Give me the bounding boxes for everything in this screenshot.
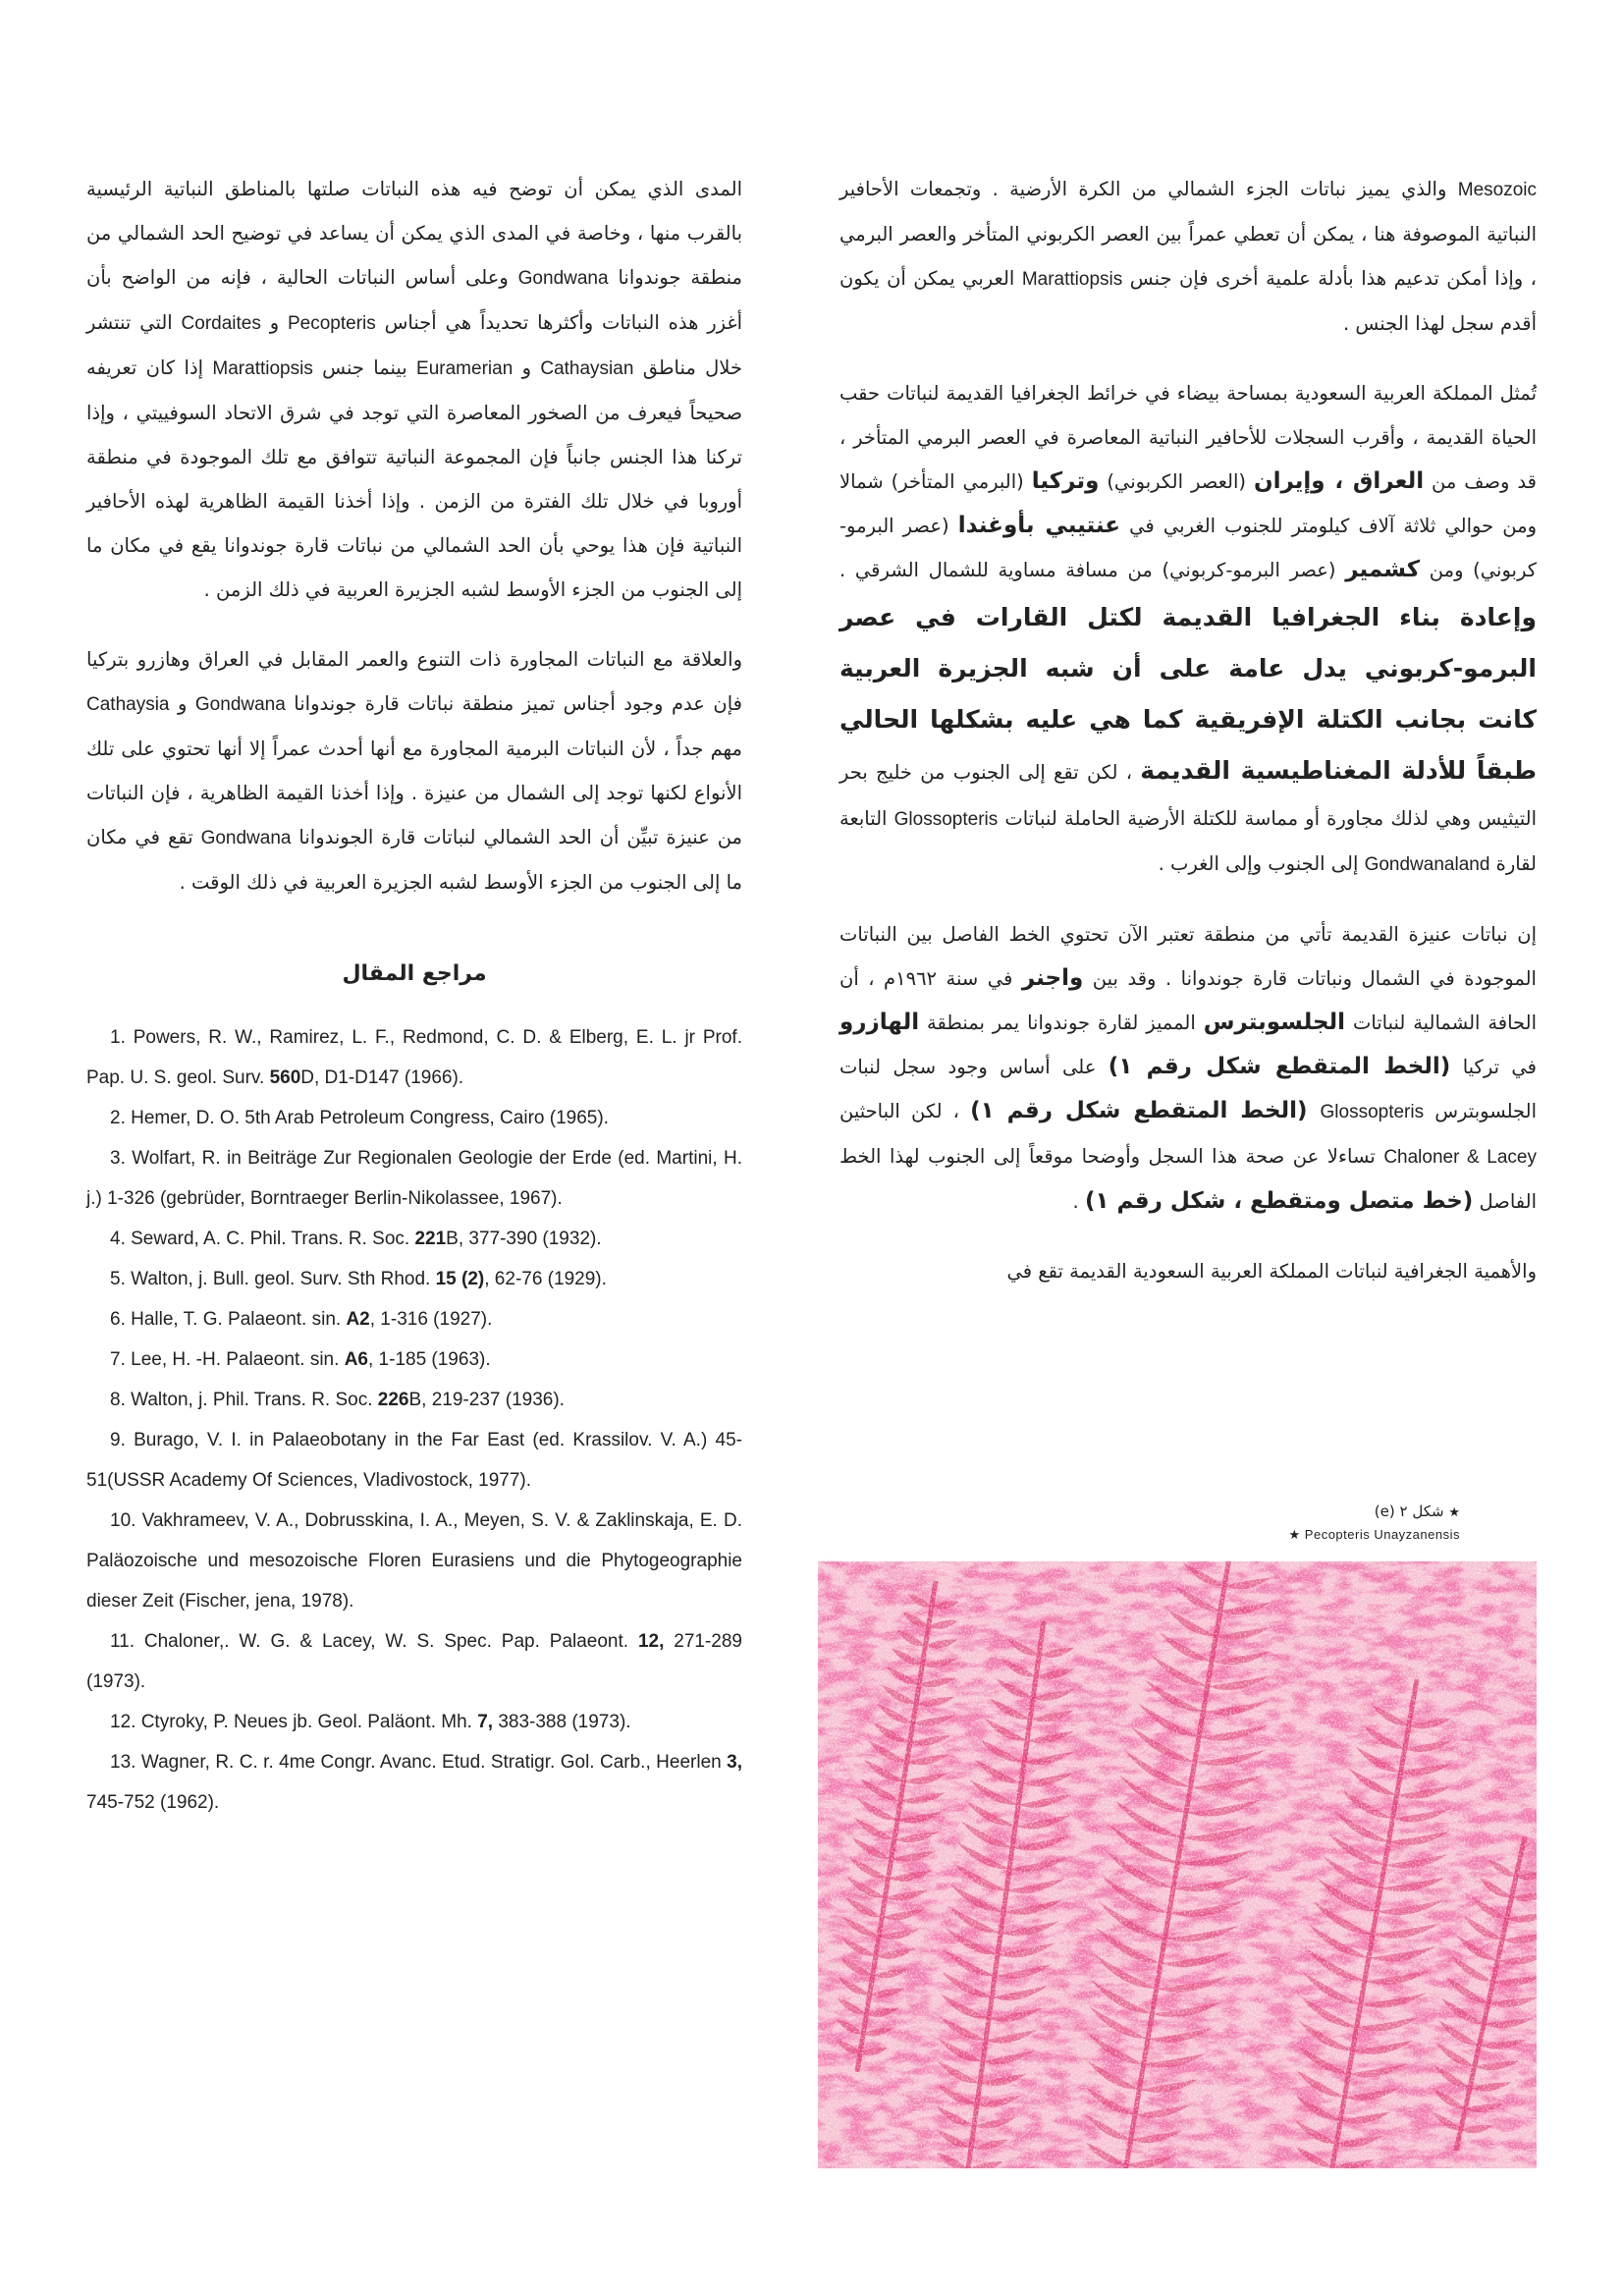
reference-item: 1. Powers, R. W., Ramirez, L. F., Redmond, C. D. & Elberg, E. L. jr Prof. Pap. U. S. geol. Surv. 560D, D1-D147 (1966).: [86, 1027, 742, 1088]
fossil-photo: [818, 1561, 1537, 2168]
right-paragraph-1: Mesozoic والذي يميز نباتات الجزء الشمالي من الكرة الأرضية . وتجمعات الأحافير النباتية الموصوفة هنا ، يمكن أن تعطي عمراً بين العصر الكربوني المتأخر والعصر البرمي ، وإذا أمكن تدعيم هذا بأدلة علمية أخرى فإن جنس Marattiopsis العربي يمكن أن يكون أقدم سجل لهذا الجنس .: [839, 178, 1537, 335]
reference-item: 12. Ctyroky, P. Neues jb. Geol. Paläont. Mh. 7, 383-388 (1973).: [110, 1712, 631, 1732]
reference-item: 2. Hemer, D. O. 5th Arab Petroleum Congress, Cairo (1965).: [110, 1108, 609, 1128]
star-icon: ★: [1288, 1527, 1301, 1542]
figure-caption-latin: ★ Pecopteris Unayzanensis: [1288, 1527, 1460, 1542]
reference-item: 9. Burago, V. I. in Palaeobotany in the Far East (ed. Krassilov. V. A.) 45-51(USSR Academy Of Sciences, Vladivostock, 1977).: [86, 1430, 742, 1491]
rock-speckle: [818, 1561, 1537, 2168]
left-paragraph-1: المدى الذي يمكن أن توضح فيه هذه النباتات صلتها بالمناطق النباتية الرئيسية بالقرب منها ، وخاصة في المدى الذي يمكن أن يساعد في توضيح الحد الشمالي من منطقة جوندوانا Gondwana وعلى أساس النباتات الحالية ، فإنه من الواضح بأن أغزر هذه النباتات وأكثرها تحديداً هي أجناس Pecopteris و Cordaites التي تنتشر خلال مناطق Cathaysian و Euramerian بينما جنس Marattiopsis إذا كان تعريفه صحيحاً فيعرف من الصخور المعاصرة التي توجد في شرق الاتحاد السوفييتي ، وإذا تركنا هذا الجنس جانباً فإن المجموعة النباتية تتوافق مع تلك الموجودة في منطقة أوروبا في خلال تلك الفترة من الزمن . وإذا أخذنا القيمة الظاهرية لهذه الأحافير النباتية فإن هذا يوحي بأن الحد الشمالي من نباتات قارة جوندوانا يقع في مكان ما إلى الجنوب من الجزء الأوسط لشبه الجزيرة العربية في ذلك الزمن .: [86, 178, 742, 601]
references-heading: مراجع المقال: [342, 961, 487, 986]
figure-caption: [1224, 1501, 1460, 1546]
reference-item: 13. Wagner, R. C. r. 4me Congr. Avanc. Etud. Stratigr. Gol. Carb., Heerlen 3, 745-752 (1962).: [86, 1752, 742, 1813]
reference-item: 4. Seward, A. C. Phil. Trans. R. Soc. 221B, 377-390 (1932).: [110, 1229, 602, 1249]
reference-item: 3. Wolfart, R. in Beiträge Zur Regionalen Geologie der Erde (ed. Martini, H. j.) 1-326 (gebrüder, Borntraeger Berlin-Nikolassee, 1967).: [86, 1148, 742, 1209]
right-column: [839, 167, 1537, 1319]
reference-item: 8. Walton, j. Phil. Trans. R. Soc. 226B, 219-237 (1936).: [110, 1390, 565, 1410]
left-column: [86, 167, 742, 1823]
figure-caption-arabic: ★ شكل ٢ (e): [1374, 1503, 1460, 1520]
reference-item: 6. Halle, T. G. Palaeont. sin. A2, 1-316 (1927).: [110, 1309, 493, 1330]
star-icon: ★: [1448, 1505, 1460, 1520]
reference-item: 11. Chaloner,. W. G. & Lacey, W. S. Spec. Pap. Palaeont. 12, 271-289 (1973).: [86, 1631, 742, 1692]
right-paragraph-3: إن نباتات عنيزة القديمة تأتي من منطقة تعتبر الآن تحتوي الخط الفاصل بين النباتات الموجودة في الشمال ونباتات قارة جوندوانا . وقد بين واجنر في سنة ١٩٦٢م ، أن الحافة الشمالية لنباتات الجلسوبترس المميز لقارة جوندوانا يمر بمنطقة الهازرو في تركيا (الخط المتقطع شكل رقم ١) على أساس وجود سجل لنبات الجلسوبترس Glossopteris (الخط المتقطع شكل رقم ١) ، لكن الباحثين Chaloner & Lacey تساءلا عن صحة هذا السجل وأوضحا موقعاً إلى الجنوب لهذا الخط الفاصل (خط متصل ومتقطع ، شكل رقم ١) .: [839, 923, 1538, 1214]
references-list: [86, 1017, 742, 1823]
reference-item: 5. Walton, j. Bull. geol. Surv. Sth Rhod. 15 (2), 62-76 (1929).: [110, 1269, 607, 1289]
right-paragraph-4: والأهمية الجغرافية لنباتات المملكة العربية السعودية القديمة تقع في: [1006, 1260, 1537, 1283]
pecopteris-fossil-image: [818, 1561, 1537, 2168]
right-paragraph-2: تُمثل المملكة العربية السعودية بمساحة بيضاء في خرائط الجغرافيا القديمة لنباتات حقب الحياة القديمة ، وأقرب السجلات للأحافير النباتية المعاصرة في العصر البرمي المتأخر ، قد وصف من العراق ، وإيران (العصر الكربوني) وتركيا (البرمي المتأخر) شمالا ومن حوالي ثلاثة آلاف كيلومتر للجنوب الغربي في عنتيبي بأوغندا (عصر البرمو-كربوني) ومن كشمير (عصر البرمو-كربوني) من مسافة مساوية للشمال الشرقي . وإعادة بناء الجغرافيا القديمة لكتل القارات في عصر البرمو-كربوني يدل عامة على أن شبه الجزيرة العربية كانت بجانب الكتلة الإفريقية كما هي عليه بشكلها الحالي طبقاً للأدلة المغناطيسية القديمة ، لكن تقع إلى الجنوب من خليج بحر التيثيس وهي لذلك مجاورة أو مماسة للكتلة الأرضية الحاملة لنباتات Glossopteris التابعة لقارة Gondwanaland إلى الجنوب وإلى الغرب .: [839, 382, 1538, 875]
reference-item: 7. Lee, H. -H. Palaeont. sin. A6, 1-185 (1963).: [110, 1349, 491, 1370]
reference-item: 10. Vakhrameev, V. A., Dobrusskina, I. A., Meyen, S. V. & Zaklinskaja, E. D. Paläozoische und mesozoische Floren Eurasiens und die Phytogeographie dieser Zeit (Fischer, jena, 1978).: [86, 1510, 742, 1612]
left-paragraph-2: والعلاقة مع النباتات المجاورة ذات التنوع والعمر المقابل في العراق وهازرو بتركيا فإن عدم وجود أجناس تميز منطقة نباتات قارة جوندوانا Gondwana و Cathaysia مهم جداً ، لأن النباتات البرمية المجاورة مع أنها أحدث عمراً إلا أنها تحتوي على تلك الأنواع لكنها توجد إلى الشمال من عنيزة . وإذا أخذنا القيمة الظاهرية ، فإن النباتات من عنيزة تبيِّن أن الحد الشمالي لنباتات قارة الجوندوانا Gondwana تقع في مكان ما إلى الجنوب من الجزء الأوسط لشبه الجزيرة العربية في ذلك الوقت .: [86, 648, 742, 894]
